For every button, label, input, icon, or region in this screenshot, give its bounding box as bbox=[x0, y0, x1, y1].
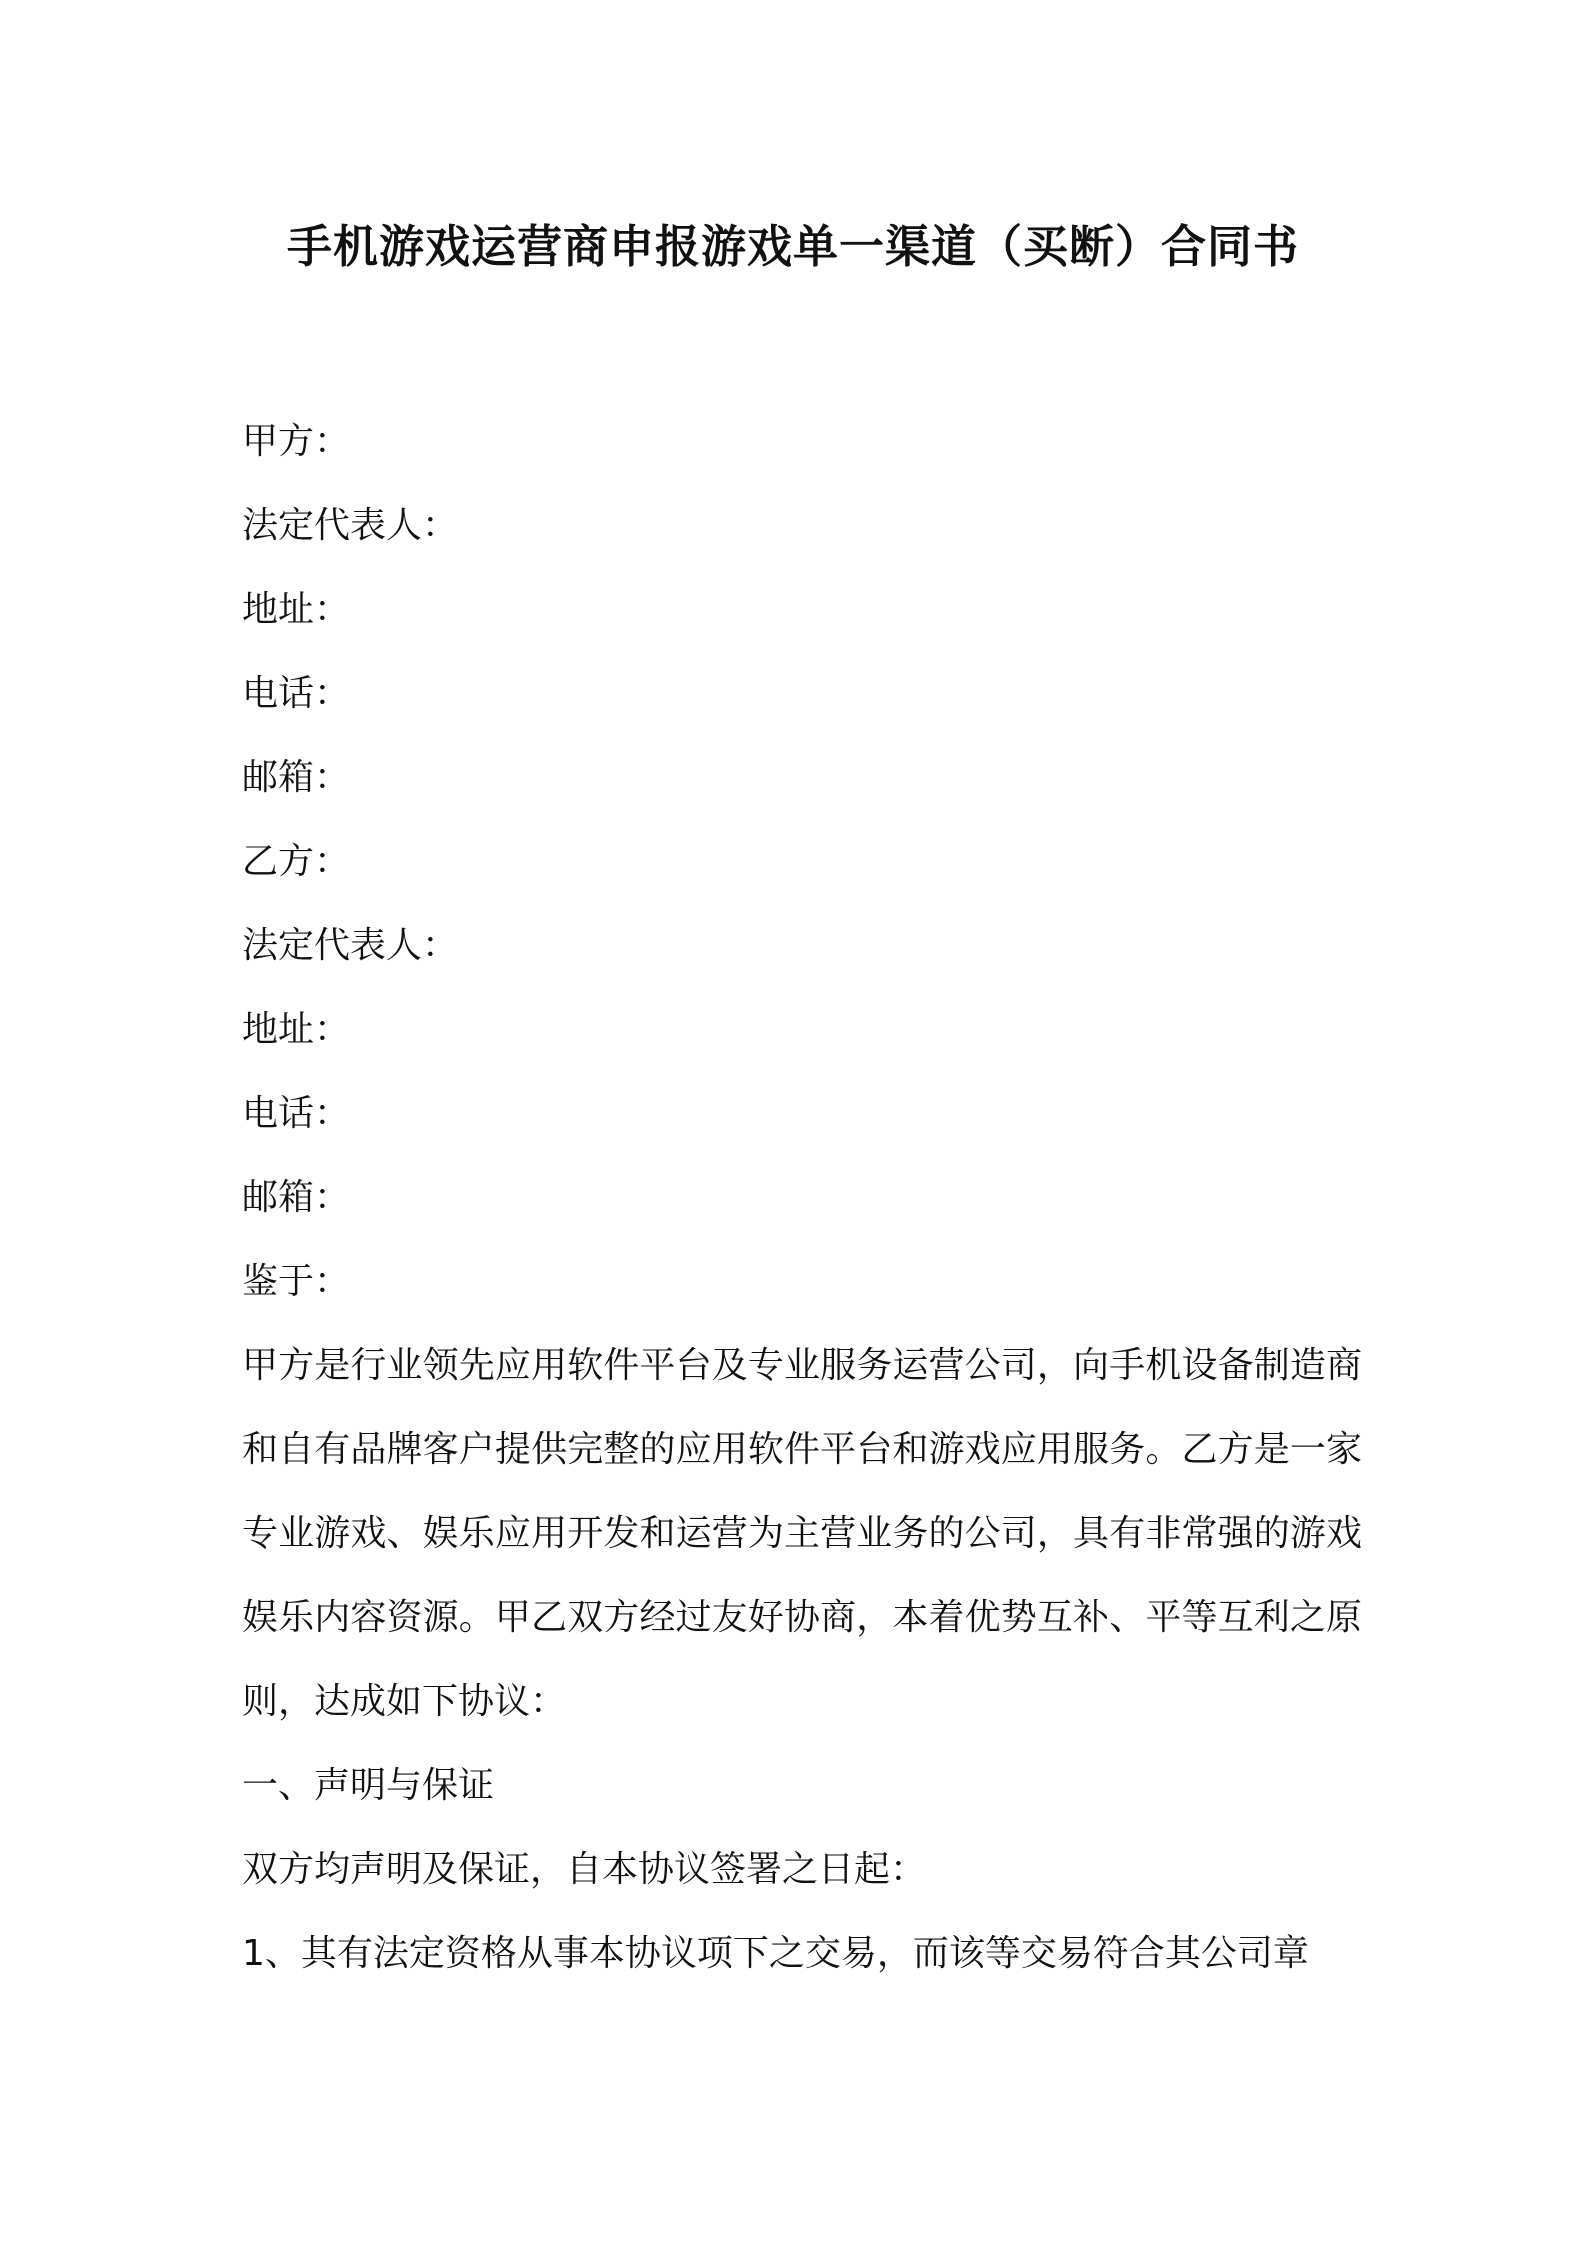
party-b-address-label: 地址： bbox=[242, 1009, 351, 1050]
section-1-heading: 一、声明与保证 bbox=[242, 1765, 495, 1806]
party-a-address-label: 地址： bbox=[242, 589, 351, 630]
party-b-label: 乙方： bbox=[242, 841, 351, 882]
party-b-phone-label: 电话： bbox=[242, 1093, 351, 1134]
document-title: 手机游戏运营商申报游戏单一渠道（买断）合同书 bbox=[286, 220, 1299, 273]
section-1-intro: 双方均声明及保证，自本协议签署之日起： bbox=[242, 1849, 927, 1890]
party-a-phone-label: 电话： bbox=[242, 673, 351, 714]
party-a-representative-label: 法定代表人： bbox=[242, 505, 459, 546]
party-b-email-label: 邮箱： bbox=[242, 1177, 351, 1218]
clause-1: 1、其有法定资格从事本协议项下之交易，而该等交易符合其公司章 bbox=[242, 1933, 1309, 1974]
whereas-paragraph: 甲方是行业领先应用软件平台及专业服务运营公司，向手机设备制造商和自有品牌客户提供完整的应用软件平台和游戏应用服务。乙方是一家专业游戏、娱乐应用开发和运营为主营业务的公司，具有非常强的游戏娱乐内容资源。甲乙双方经过友好协商，本着优势互补、平等互利之原则，达成如下协议： bbox=[242, 1345, 1362, 1722]
whereas-label: 鉴于： bbox=[242, 1261, 351, 1302]
party-b-representative-label: 法定代表人： bbox=[242, 925, 459, 966]
document-body bbox=[242, 400, 1362, 1996]
party-a-email-label: 邮箱： bbox=[242, 757, 351, 798]
party-a-label: 甲方： bbox=[242, 421, 351, 462]
